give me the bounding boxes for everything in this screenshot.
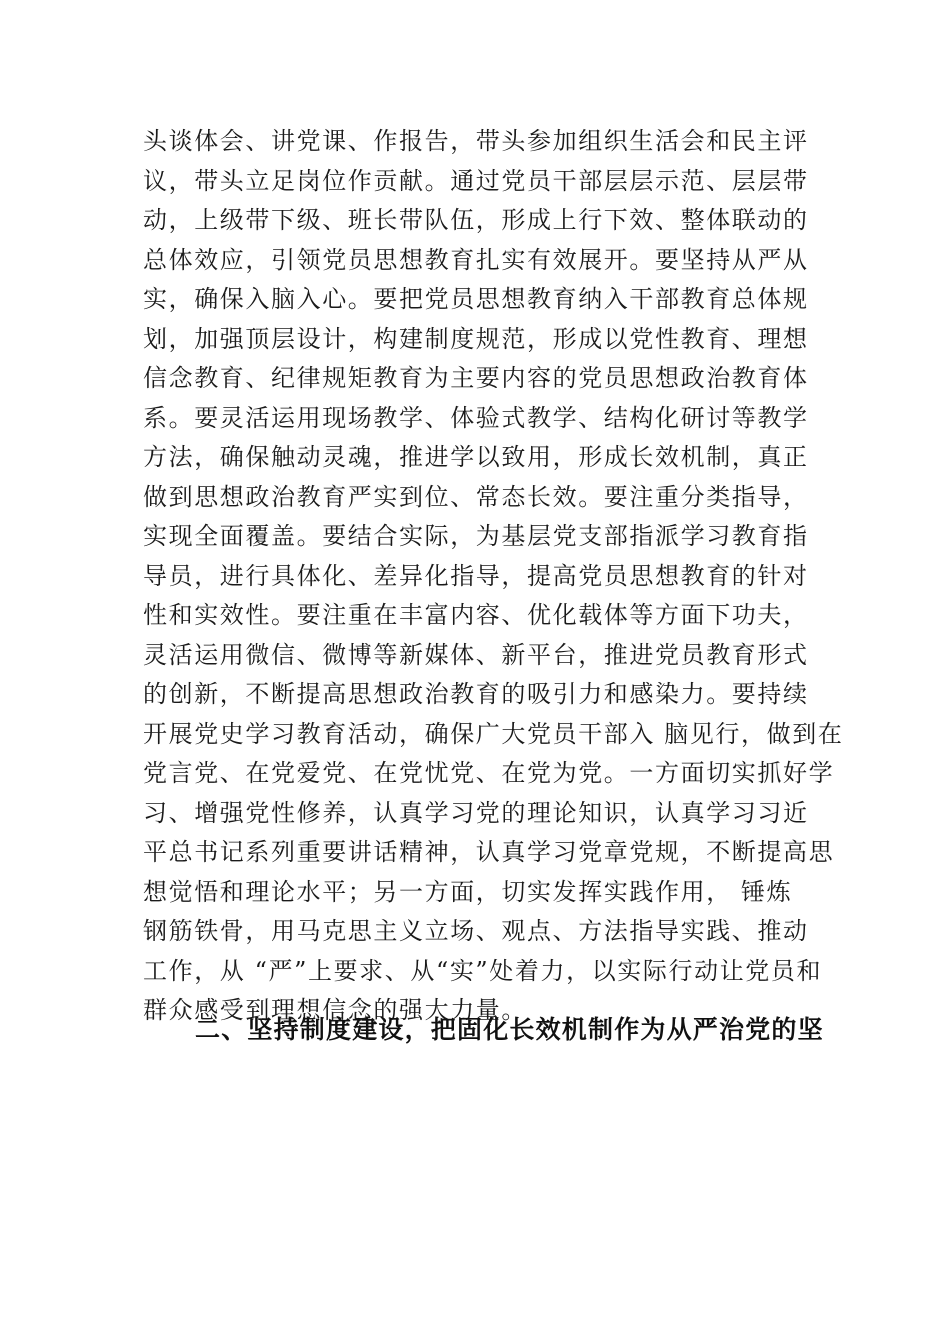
paragraph-line: 导员，进行具体化、差异化指导，提高党员思想教育的针对	[143, 561, 809, 590]
paragraph-line: 做到思想政治教育严实到位、常态长效。要注重分类指导，	[143, 482, 809, 511]
paragraph-line: 平总书记系列重要讲话精神，认真学习党章党规，不断提高思	[143, 838, 835, 866]
paragraph-line: 议，带头立足岗位作贡献。通过党员干部层层示范、层层带	[143, 166, 809, 195]
paragraph-line: 灵活运用微信、微博等新媒体、新平台，推进党员教育形式	[143, 640, 809, 669]
paragraph-line: 工作，从 “严”上要求、从“实”处着力，以实际行动让党员和	[143, 956, 823, 985]
paragraph-line: 信念教育、纪律规矩教育为主要内容的党员思想政治教育体	[143, 364, 809, 392]
paragraph-line: 方法，确保触动灵魂，推进学以致用，形成长效机制，真正	[143, 443, 809, 471]
paragraph-line: 开展党史学习教育活动，确保广大党员干部入 脑见行，做到在	[143, 719, 844, 748]
body-paragraph	[143, 122, 844, 1031]
paragraph-line: 头谈体会、讲党课、作报告，带头参加组织生活会和民主评	[143, 127, 809, 155]
paragraph-line: 系。要灵活运用现场教学、体验式教学、结构化研讨等教学	[143, 403, 809, 432]
paragraph-line: 钢筋铁骨，用马克思主义立场、观点、方法指导实践、推动	[143, 917, 809, 945]
paragraph-line: 性和实效性。要注重在丰富内容、优化载体等方面下功夫，	[143, 601, 809, 629]
paragraph-line: 实现全面覆盖。要结合实际，为基层党支部指派学习教育指	[143, 522, 809, 550]
paragraph-line: 想觉悟和理论水平；另一方面，切实发挥实践作用， 锤炼	[143, 877, 793, 906]
paragraph-line: 习、增强党性修养，认真学习党的理论知识，认真学习习近	[143, 798, 809, 827]
paragraph-line: 党言党、在党爱党、在党忧党、在党为党。一方面切实抓好学	[143, 759, 835, 787]
paragraph-line: 群众感受到理想信念的强大力量。	[143, 996, 527, 1024]
paragraph-line: 实，确保入脑入心。要把党员思想教育纳入干部教育总体规	[143, 285, 809, 313]
paragraph-line: 的创新，不断提高思想政治教育的吸引力和感染力。要持续	[143, 680, 809, 708]
section-heading: 二、坚持制度建设，把固化长效机制作为从严治党的坚	[195, 1015, 824, 1044]
paragraph-line: 动，上级带下级、班长带队伍，形成上行下效、整体联动的	[143, 206, 809, 234]
paragraph-line: 划，加强顶层设计，构建制度规范，形成以党性教育、理想	[143, 324, 809, 353]
paragraph-line: 总体效应，引领党员思想教育扎实有效展开。要坚持从严从	[143, 245, 809, 274]
